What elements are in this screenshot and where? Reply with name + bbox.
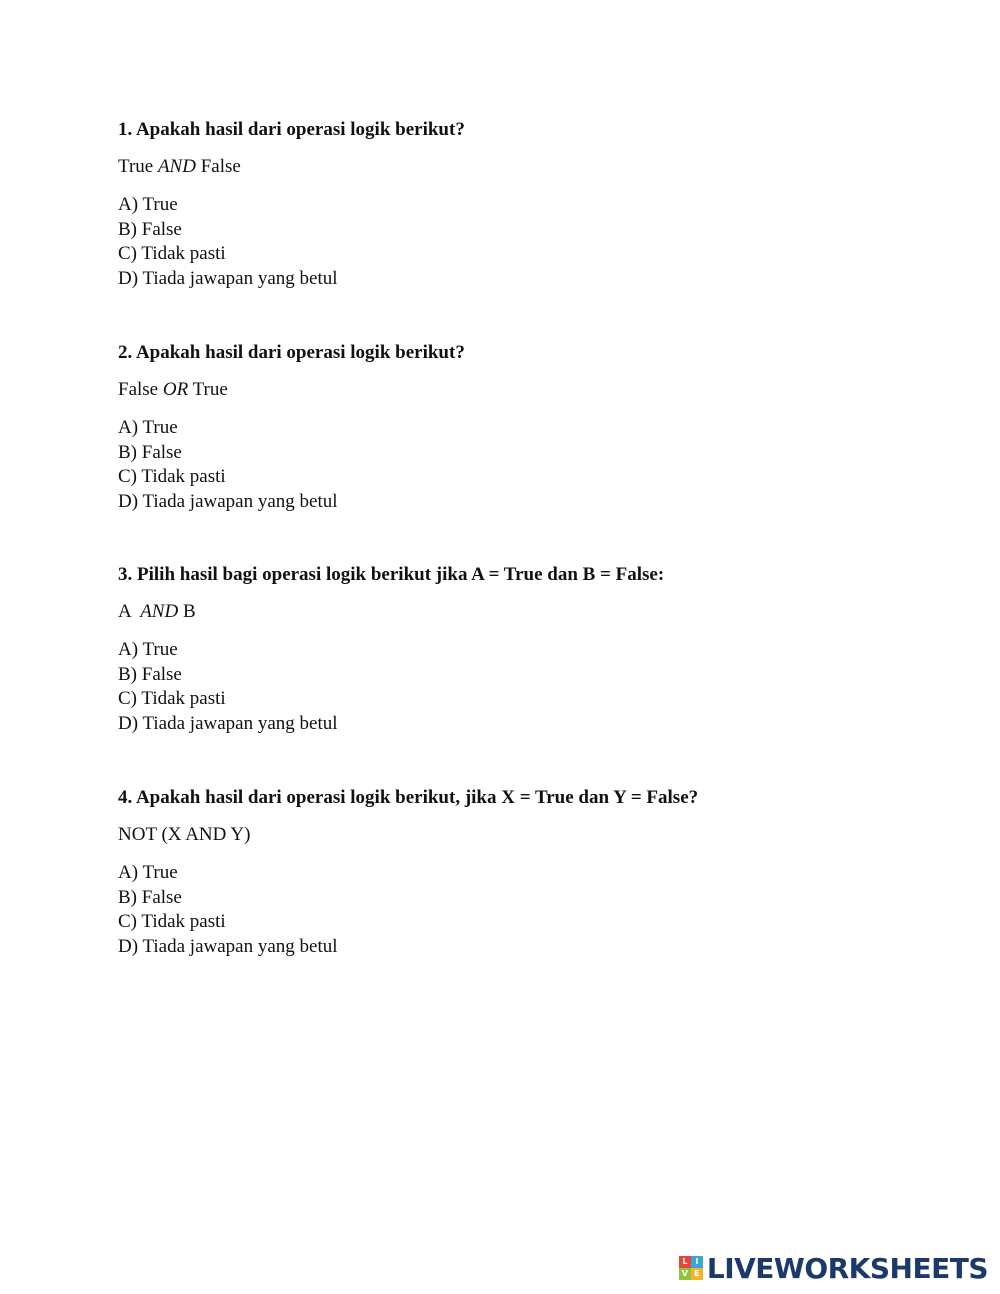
question-expression <box>118 601 958 623</box>
option-c[interactable]: C) Tidak pasti <box>118 688 226 709</box>
option-b[interactable]: B) False <box>118 663 182 685</box>
option-d[interactable]: D) Tiada jawapan yang betul <box>118 490 338 512</box>
expr-left: NOT (X AND Y) <box>118 824 251 845</box>
expr-left: A <box>118 601 141 622</box>
answer-options <box>118 638 958 736</box>
logo-mark-letter: L <box>679 1256 691 1268</box>
question-1 <box>118 119 958 291</box>
option-d[interactable]: D) Tiada jawapan yang betul <box>118 935 338 957</box>
expr-left: True <box>118 156 158 177</box>
liveworksheets-logo <box>679 1252 988 1284</box>
option-b[interactable]: B) False <box>118 441 182 463</box>
option-c[interactable]: C) Tidak pasti <box>118 466 226 487</box>
expr-operator: OR <box>162 379 189 400</box>
expr-right: False <box>195 156 241 177</box>
question-expression <box>118 824 958 846</box>
expr-right: B <box>178 601 196 622</box>
option-b[interactable]: B) False <box>118 886 182 908</box>
question-title: 2. Apakah hasil dari operasi logik berikut? <box>118 342 465 363</box>
answer-options <box>118 416 958 514</box>
option-c[interactable]: C) Tidak pasti <box>118 243 226 264</box>
expr-right: True <box>188 379 228 400</box>
answer-options <box>118 861 958 959</box>
question-expression <box>118 156 958 178</box>
logo-text: LIVEWORKSHEETS <box>706 1251 988 1285</box>
logo-mark-letter: E <box>691 1268 703 1280</box>
option-a[interactable]: A) True <box>118 862 178 883</box>
logo-mark-letter: I <box>691 1256 703 1268</box>
logo-mark-letter: V <box>679 1268 691 1280</box>
question-4 <box>118 787 958 959</box>
option-d[interactable]: D) Tiada jawapan yang betul <box>118 267 338 289</box>
answer-options <box>118 193 958 291</box>
expr-operator: AND <box>157 156 196 177</box>
question-3 <box>118 564 958 736</box>
liveworksheets-logo-icon <box>679 1256 703 1280</box>
option-d[interactable]: D) Tiada jawapan yang betul <box>118 712 338 734</box>
expr-operator: AND <box>140 601 179 622</box>
question-expression <box>118 379 958 401</box>
option-c[interactable]: C) Tidak pasti <box>118 911 226 932</box>
option-a[interactable]: A) True <box>118 194 178 215</box>
option-a[interactable]: A) True <box>118 417 178 438</box>
question-title: 1. Apakah hasil dari operasi logik berikut? <box>118 119 465 140</box>
question-2 <box>118 342 958 514</box>
option-a[interactable]: A) True <box>118 639 178 660</box>
option-b[interactable]: B) False <box>118 218 182 240</box>
question-title: 4. Apakah hasil dari operasi logik berikut, jika X = True dan Y = False? <box>118 787 699 808</box>
expr-left: False <box>118 379 163 400</box>
question-title: 3. Pilih hasil bagi operasi logik berikut jika A = True dan B = False: <box>118 564 665 585</box>
